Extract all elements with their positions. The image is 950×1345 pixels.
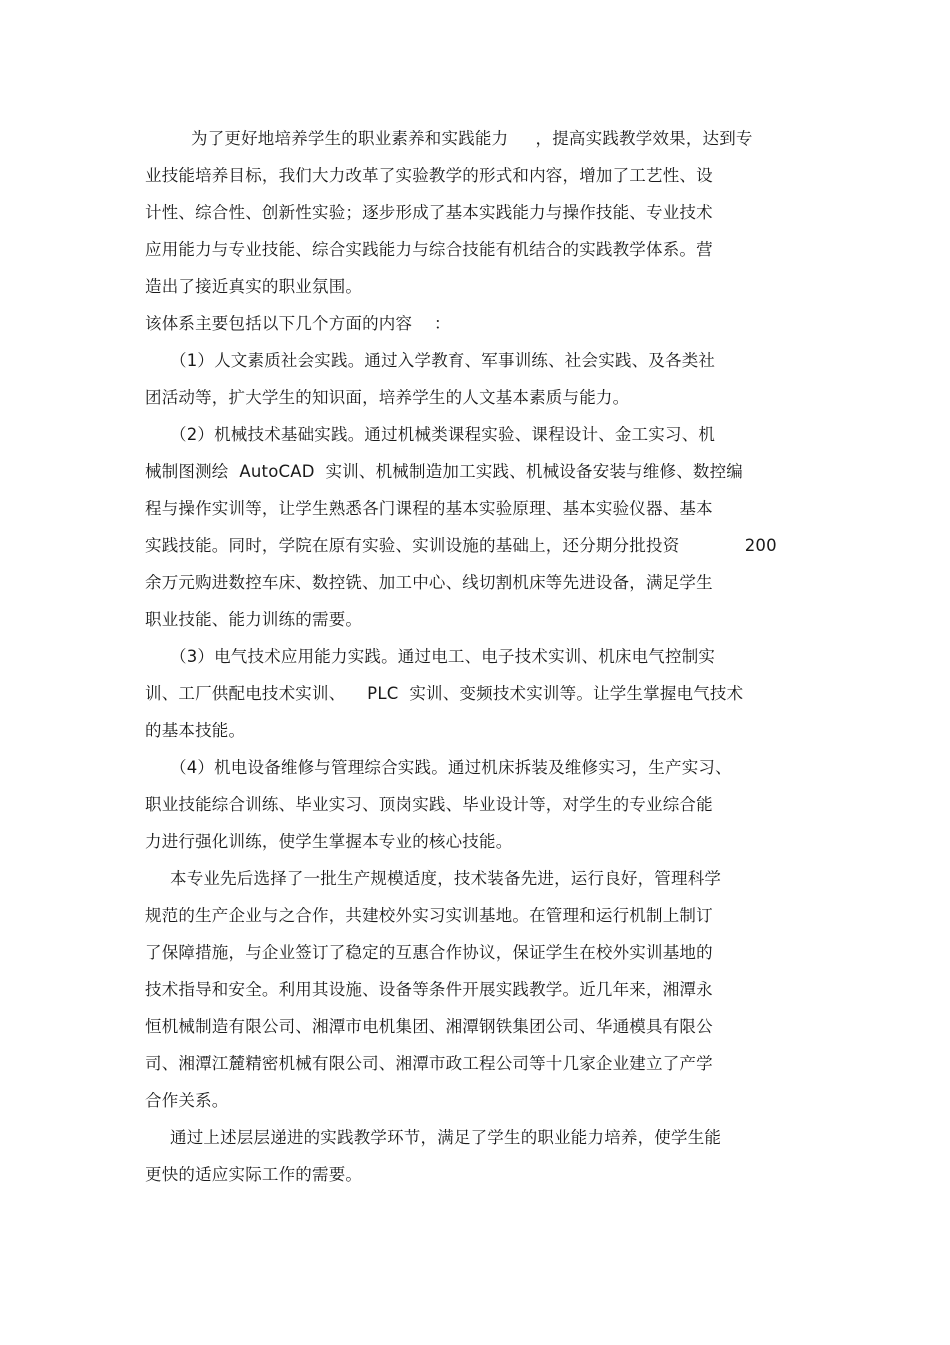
text-line: 职业技能综合训练、毕业实习、顶岗实践、毕业设计等，对学生的专业综合能 xyxy=(145,795,713,814)
text-line: 该体系主要包括以下几个方面的内容 ： xyxy=(145,314,451,333)
text-line: 规范的生产企业与之合作，共建校外实习实训基地。在管理和运行机制上制订 xyxy=(145,906,713,925)
text-line: （4）机电设备维修与管理综合实践。通过机床拆装及维修实习，生产实习、 xyxy=(170,758,732,777)
text-line: 造出了接近真实的职业氛围。 xyxy=(145,277,363,296)
text-line: 程与操作实训等，让学生熟悉各门课程的基本实验原理、基本实验仪器、基本 xyxy=(145,499,713,518)
text-line: 更快的适应实际工作的需要。 xyxy=(145,1165,363,1184)
text-line: （1）人文素质社会实践。通过入学教育、军事训练、社会实践、及各类社 xyxy=(170,351,716,370)
text-line: 的基本技能。 xyxy=(145,721,246,740)
text-line: 训、工厂供配电技术实训、 PLC 实训、变频技术实训等。让学生掌握电气技术 xyxy=(145,684,744,703)
text-line: 业技能培养目标，我们大力改革了实验教学的形式和内容，增加了工艺性、设 xyxy=(145,166,713,185)
text-line: 了保障措施，与企业签订了稳定的互惠合作协议，保证学生在校外实训基地的 xyxy=(145,943,713,962)
text-line: （3）电气技术应用能力实践。通过电工、电子技术实训、机床电气控制实 xyxy=(170,647,716,666)
text-line: 团活动等，扩大学生的知识面，培养学生的人文基本素质与能力。 xyxy=(145,388,630,407)
text-line: 械制图测绘 AutoCAD 实训、机械制造加工实践、机械设备安装与维修、数控编 xyxy=(145,462,744,481)
text-line: （2）机械技术基础实践。通过机械类课程实验、课程设计、金工实习、机 xyxy=(170,425,716,444)
text-line: 余万元购进数控车床、数控铣、加工中心、线切割机床等先进设备，满足学生 xyxy=(145,573,713,592)
text-line: 本专业先后选择了一批生产规模适度，技术装备先进，运行良好，管理科学 xyxy=(170,869,722,888)
text-line: 实践技能。同时，学院在原有实验、实训设施的基础上，还分期分批投资 200 xyxy=(145,536,777,555)
text-line: 合作关系。 xyxy=(145,1091,229,1110)
text-line: 通过上述层层递进的实践教学环节，满足了学生的职业能力培养，使学生能 xyxy=(170,1128,722,1147)
text-line: 计性、综合性、创新性实验；逐步形成了基本实践能力与操作技能、专业技术 xyxy=(145,203,713,222)
text-line: 力进行强化训练，使学生掌握本专业的核心技能。 xyxy=(145,832,513,851)
text-line: 应用能力与专业技能、综合实践能力与综合技能有机结合的实践教学体系。营 xyxy=(145,240,713,259)
text-line: 为了更好地培养学生的职业素养和实践能力 ，提高实践教学效果，达到专 xyxy=(191,129,753,148)
text-line: 技术指导和安全。利用其设施、设备等条件开展实践教学。近几年来，湘潭永 xyxy=(145,980,713,999)
text-line: 司、湘潭江麓精密机械有限公司、湘潭市政工程公司等十几家企业建立了产学 xyxy=(145,1054,713,1073)
text-line: 职业技能、能力训练的需要。 xyxy=(145,610,363,629)
text-line: 恒机械制造有限公司、湘潭市电机集团、湘潭钢铁集团公司、华通模具有限公 xyxy=(145,1017,713,1036)
